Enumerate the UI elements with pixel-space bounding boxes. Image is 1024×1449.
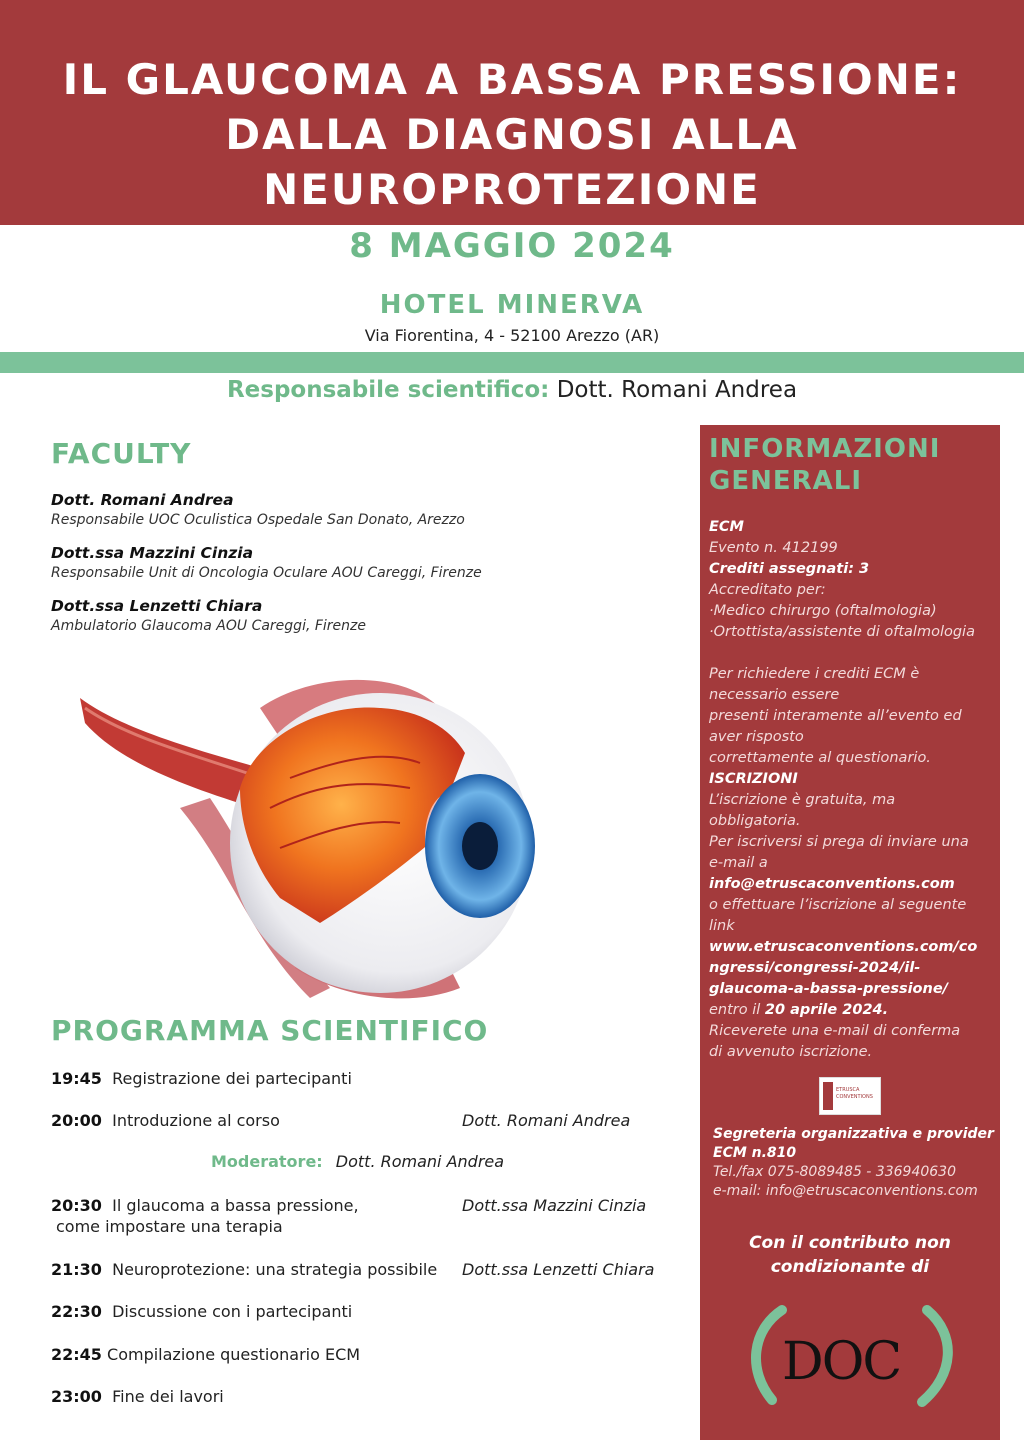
faculty-heading: FACULTY	[51, 437, 192, 470]
program-item: 20:00 Introduzione al corso Dott. Romani Andrea	[51, 1111, 631, 1130]
faculty-member: Dott.ssa Mazzini Cinzia Responsabile Unit di Oncologia Oculare AOU Careggi, Firenze	[51, 544, 482, 581]
faculty-member: Dott.ssa Lenzetti Chiara Ambulatorio Glaucoma AOU Careggi, Firenze	[51, 597, 367, 634]
eye-anatomy-illustration	[80, 668, 550, 1013]
event-date: 8 MAGGIO 2024	[349, 226, 675, 266]
program-item: 20:30 Il glaucoma a bassa pressione, come impostare una terapia Dott.ssa Mazzini Cinzia	[51, 1196, 647, 1236]
program-item: 22:45 Compilazione questionario ECM	[51, 1345, 361, 1364]
event-venue: HOTEL MINERVA	[379, 290, 645, 320]
divider-bar	[0, 352, 1024, 373]
program-item: 21:30 Neuroprotezione: una strategia possibile Dott.ssa Lenzetti Chiara	[51, 1260, 655, 1279]
program-item: 22:30 Discussione con i partecipanti	[51, 1302, 353, 1321]
info-body: ECM Evento n. 412199 Crediti assegnati: 3 Accreditato per: ·Medico chirurgo (oftalmologia) ·Ortottista/assistente di oftalmologia Per richiedere i crediti ECM è necessario essere presenti interamente all’evento ed aver risposto correttamente al questionario. ISCRIZIONI L’iscrizione è gratuita, ma obbligatoria. Per iscriversi si prega di inviare una e-mail a info@etruscaconventions.com o effettuare l’iscrizione al seguente link www.etruscaconventions.com/co ngressi/congressi-2024/il- glaucoma-a-bassa-pressione/ entro il 20 aprile 2024. Riceverete una e-mail di conferma di avvenuto iscrizione.	[709, 517, 999, 1063]
program-item: 19:45 Registrazione dei partecipanti	[51, 1069, 352, 1088]
event-address: Via Fiorentina, 4 - 52100 Arezzo (AR)	[364, 326, 660, 345]
info-panel	[700, 425, 1000, 1440]
doc-sponsor-logo: DOC	[742, 1300, 962, 1410]
event-title: IL GLAUCOMA A BASSA PRESSIONE: DALLA DIAGNOSI ALLA NEUROPROTEZIONE	[62, 55, 962, 214]
info-heading: INFORMAZIONI GENERALI	[709, 434, 941, 496]
faculty-member: Dott. Romani Andrea Responsabile UOC Oculistica Ospedale San Donato, Arezzo	[51, 491, 465, 528]
program-item: 23:00 Fine dei lavori	[51, 1387, 224, 1406]
etrusca-conventions-logo: ETRUSCA CONVENTIONS	[819, 1077, 881, 1115]
moderator: Moderatore: Dott. Romani Andrea	[211, 1152, 505, 1171]
sponsor-note: Con il contributo non condizionante di	[749, 1233, 951, 1277]
faculty-list	[51, 490, 671, 649]
organizer-info: Segreteria organizzativa e provider ECM n.810 Tel./fax 075-8089485 - 336940630 e-mail: info@etruscaconventions.com	[713, 1126, 994, 1199]
program-heading: PROGRAMMA SCIENTIFICO	[51, 1014, 489, 1047]
scientific-responsible: Responsabile scientifico: Dott. Romani Andrea	[226, 377, 798, 403]
email-link[interactable]: info@etruscaconventions.com	[709, 876, 955, 892]
registration-link[interactable]: www.etruscaconventions.com/co ngressi/congressi-2024/il- glaucoma-a-bassa-pressione/	[709, 939, 978, 997]
